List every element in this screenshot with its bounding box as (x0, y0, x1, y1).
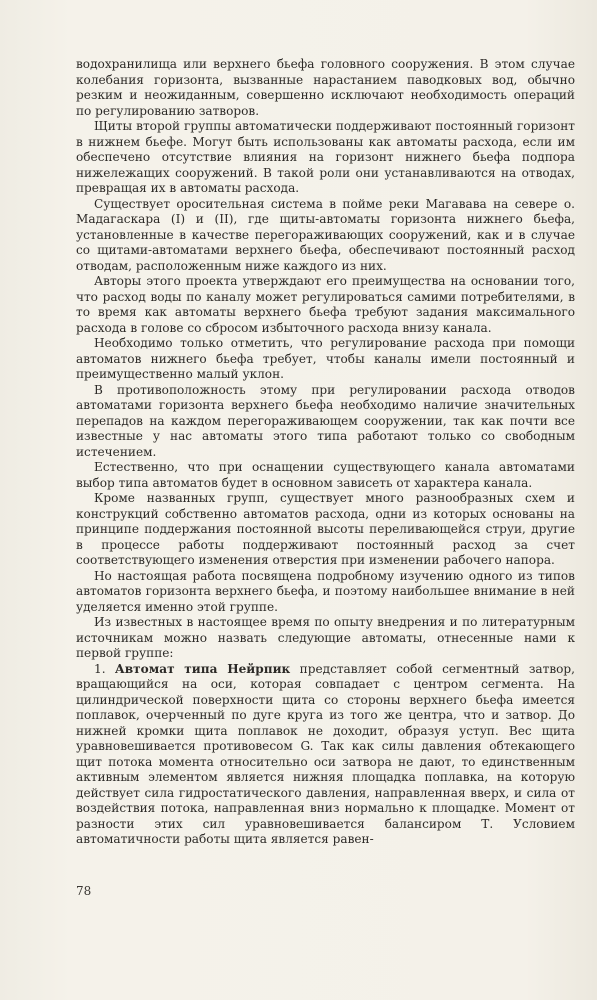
paragraph-5: Необходимо только отметить, что регулирование расхода при помощи автоматов нижнего бьефа требует, чтобы каналы имели постоянный и преимущественно малый уклон. (76, 336, 575, 381)
device-name: Автомат типа Нейрпик (114, 661, 291, 676)
page-number: 78 (76, 884, 92, 898)
paragraph-6: В противоположность этому при регулировании расхода отводов автоматами горизонта верхнего бьефа необходимо наличие значительных перепадов на каждом перегораживающем сооружении, так как почти все известные у нас автоматы этого типа работают только со свободным истечением. (76, 382, 575, 459)
list-number: 1. (94, 661, 115, 676)
paragraph-7: Естественно, что при оснащении существующего канала автоматами выбор типа автоматов будет в основном зависеть от характера канала. (76, 460, 575, 490)
paragraph-8: Кроме названных групп, существует много разнообразных схем и конструкций собственно автоматов расхода, одни из которых основаны на принципе поддержания постоянной высоты переливающейся струи, другие в процессе работы поддерживают постоянный расход за счет соответствующего изменения отверстия при изменении рабочего напора. (76, 491, 575, 567)
paragraph-10: Из известных в настоящее время по опыту внедрения и по литературным источникам можно назвать следующие автоматы, отнесенные нами к первой группе: (76, 615, 575, 660)
body-text (76, 57, 575, 848)
paragraph-2: Щиты второй группы автоматически поддерживают постоянный горизонт в нижнем бьефе. Могут быть использованы как автоматы расхода, если им обеспечено отсутствие влияния на горизонт нижнего бьефа подпора нижележащих сооружений. В такой роли они устанавливаются на отводах, превращая их в автоматы расхода. (76, 119, 575, 195)
paragraph-11 (76, 662, 575, 848)
paragraph-4: Авторы этого проекта утверждают его преимущества на основании того, что расход воды по каналу может регулироваться самими потребителями, в то время как автоматы верхнего бьефа требуют задания максимального расхода в голове со сбросом избыточного расхода внизу канала. (76, 274, 575, 335)
paragraph-3: Существует оросительная система в пойме реки Магавава на севере о. Мадагаскара (I) и (II), где щиты-автоматы горизонта нижнего бьефа, установленные в качестве перегораживающих сооружений, как и в случае со щитами-автоматами верхнего бьефа, обеспечивают постоянный расход отводам, расположенным ниже каждого из них. (76, 196, 575, 273)
paragraph-11-body: представляет собой сегментный затвор, вращающийся на оси, которая совпадает с центром сегмента. На цилиндрической поверхности щита со стороны верхнего бьефа имеется поплавок, очерченный по дуге круга из того же центра, что и затвор. До нижней кромки щита поплавок не доходит, образуя уступ. Вес щита уравновешивается противовесом G. Так как силы давления обтекающего щит потока момента относительно оси затвора не дают, то единственным активным элементом является нижняя площадка поплавка, на которую действует сила гидростатического давления, направленная вверх, и сила от воздействия потока, направленная вниз нормально к площадке. Момент от разности этих сил уравновешивается балансиром Т. Условием автоматичности работы щита является равен- (76, 661, 575, 846)
paragraph-1: водохранилища или верхнего бьефа головного сооружения. В этом случае колебания горизонта, вызванные нарастанием паводковых вод, обычно резким и неожиданным, совершенно исключают необходимость операций по регулированию затворов. (76, 57, 575, 118)
paragraph-9: Но настоящая работа посвящена подробному изучению одного из типов автоматов горизонта верхнего бьефа, и поэтому наибольшее внимание в ней уделяется именно этой группе. (76, 568, 575, 614)
